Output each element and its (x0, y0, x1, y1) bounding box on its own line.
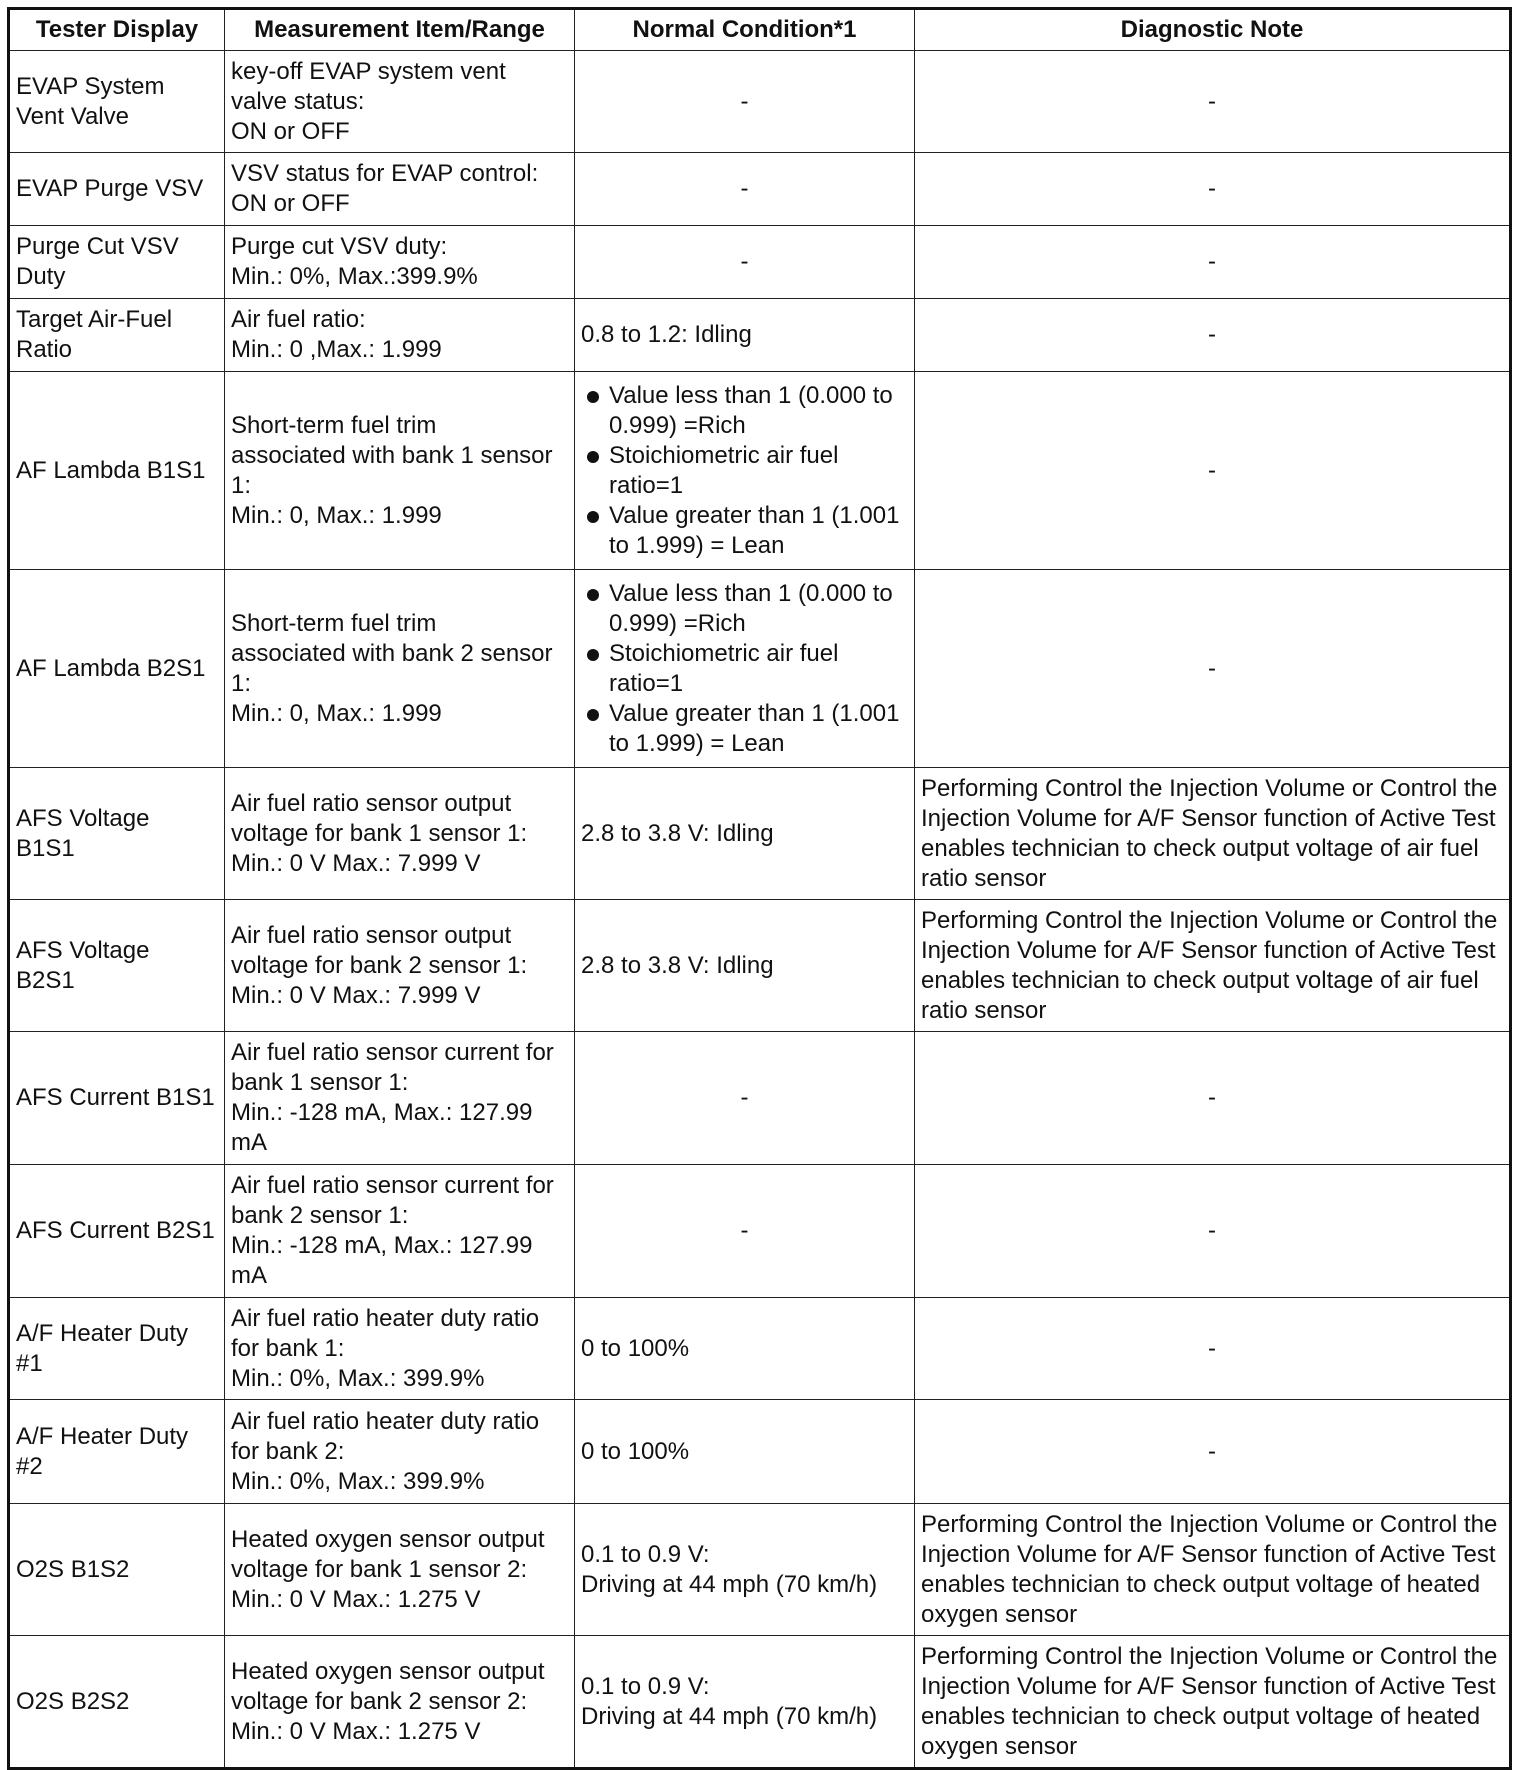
diagnostic-note-cell: - (915, 51, 1511, 153)
column-header-measurement: Measurement Item/Range (225, 9, 575, 51)
tester-data-table (7, 7, 1512, 1770)
list-item: Value less than 1 (0.000 to 0.999) =Rich (609, 579, 908, 639)
tester-display-cell: O2S B1S2 (9, 1504, 225, 1636)
normal-condition-cell: - (575, 51, 915, 153)
normal-condition-cell: 2.8 to 3.8 V: Idling (575, 768, 915, 900)
normal-condition-list (581, 579, 908, 759)
table-row (9, 1298, 1511, 1400)
diagnostic-note-cell: - (915, 1400, 1511, 1504)
diagnostic-note-cell: Performing Control the Injection Volume or Control the Injection Volume for A/F Sensor function of Active Test enables technician to check output voltage of air fuel ratio sensor (915, 900, 1511, 1032)
measurement-cell: Short-term fuel trim associated with bank 1 sensor 1: Min.: 0, Max.: 1.999 (225, 372, 575, 570)
column-header-diagnostic-note: Diagnostic Note (915, 9, 1511, 51)
table-row (9, 226, 1511, 299)
measurement-cell: Air fuel ratio sensor output voltage for bank 1 sensor 1: Min.: 0 V Max.: 7.999 V (225, 768, 575, 900)
normal-condition-cell: 2.8 to 3.8 V: Idling (575, 900, 915, 1032)
normal-condition-cell (575, 372, 915, 570)
table-row (9, 1032, 1511, 1165)
tester-display-cell: EVAP Purge VSV (9, 153, 225, 226)
measurement-cell: Air fuel ratio sensor current for bank 1 sensor 1: Min.: -128 mA, Max.: 127.99 mA (225, 1032, 575, 1165)
diagnostic-note-cell: - (915, 153, 1511, 226)
tester-display-cell: AF Lambda B2S1 (9, 570, 225, 768)
normal-condition-cell: - (575, 153, 915, 226)
diagnostic-note-cell: - (915, 570, 1511, 768)
tester-display-cell: AFS Current B2S1 (9, 1165, 225, 1298)
diagnostic-note-cell: - (915, 299, 1511, 372)
diagnostic-note-cell: - (915, 226, 1511, 299)
table-header-row (9, 9, 1511, 51)
tester-display-cell: AFS Current B1S1 (9, 1032, 225, 1165)
tester-display-cell: Target Air-Fuel Ratio (9, 299, 225, 372)
tester-display-cell: EVAP System Vent Valve (9, 51, 225, 153)
normal-condition-cell: - (575, 1032, 915, 1165)
table-row (9, 51, 1511, 153)
column-header-tester-display: Tester Display (9, 9, 225, 51)
normal-condition-cell (575, 570, 915, 768)
table-row (9, 299, 1511, 372)
diagnostic-note-cell: Performing Control the Injection Volume or Control the Injection Volume for A/F Sensor function of Active Test enables technician to check output voltage of heated oxygen sensor (915, 1504, 1511, 1636)
table-row (9, 1165, 1511, 1298)
tester-display-cell: A/F Heater Duty #2 (9, 1400, 225, 1504)
tester-display-cell: AFS Voltage B2S1 (9, 900, 225, 1032)
measurement-cell: Air fuel ratio heater duty ratio for bank 1: Min.: 0%, Max.: 399.9% (225, 1298, 575, 1400)
table-row (9, 372, 1511, 570)
normal-condition-cell: - (575, 1165, 915, 1298)
normal-condition-cell: 0 to 100% (575, 1400, 915, 1504)
normal-condition-cell: 0.1 to 0.9 V: Driving at 44 mph (70 km/h) (575, 1636, 915, 1769)
diagnostic-note-cell: - (915, 372, 1511, 570)
measurement-cell: key-off EVAP system vent valve status: ON or OFF (225, 51, 575, 153)
normal-condition-cell: 0 to 100% (575, 1298, 915, 1400)
measurement-cell: Purge cut VSV duty: Min.: 0%, Max.:399.9% (225, 226, 575, 299)
list-item: Value greater than 1 (1.001 to 1.999) = Lean (609, 501, 908, 561)
measurement-cell: Heated oxygen sensor output voltage for bank 2 sensor 2: Min.: 0 V Max.: 1.275 V (225, 1636, 575, 1769)
diagnostic-note-cell: Performing Control the Injection Volume or Control the Injection Volume for A/F Sensor function of Active Test enables technician to check output voltage of heated oxygen sensor (915, 1636, 1511, 1769)
column-header-normal-condition: Normal Condition*1 (575, 9, 915, 51)
tester-display-cell: Purge Cut VSV Duty (9, 226, 225, 299)
list-item: Stoichiometric air fuel ratio=1 (609, 441, 908, 501)
diagnostic-note-cell: - (915, 1165, 1511, 1298)
measurement-cell: Short-term fuel trim associated with bank 2 sensor 1: Min.: 0, Max.: 1.999 (225, 570, 575, 768)
diagnostic-note-cell: - (915, 1032, 1511, 1165)
normal-condition-cell: 0.8 to 1.2: Idling (575, 299, 915, 372)
list-item: Value greater than 1 (1.001 to 1.999) = Lean (609, 699, 908, 759)
list-item: Value less than 1 (0.000 to 0.999) =Rich (609, 381, 908, 441)
tester-display-cell: AFS Voltage B1S1 (9, 768, 225, 900)
measurement-cell: Air fuel ratio sensor current for bank 2 sensor 1: Min.: -128 mA, Max.: 127.99 mA (225, 1165, 575, 1298)
normal-condition-cell: 0.1 to 0.9 V: Driving at 44 mph (70 km/h) (575, 1504, 915, 1636)
table-row (9, 153, 1511, 226)
diagnostic-note-cell: Performing Control the Injection Volume or Control the Injection Volume for A/F Sensor function of Active Test enables technician to check output voltage of air fuel ratio sensor (915, 768, 1511, 900)
measurement-cell: Air fuel ratio sensor output voltage for bank 2 sensor 1: Min.: 0 V Max.: 7.999 V (225, 900, 575, 1032)
list-item: Stoichiometric air fuel ratio=1 (609, 639, 908, 699)
table-row (9, 768, 1511, 900)
diagnostic-note-cell: - (915, 1298, 1511, 1400)
normal-condition-cell: - (575, 226, 915, 299)
measurement-cell: Heated oxygen sensor output voltage for bank 1 sensor 2: Min.: 0 V Max.: 1.275 V (225, 1504, 575, 1636)
tester-display-cell: O2S B2S2 (9, 1636, 225, 1769)
table-row (9, 1504, 1511, 1636)
table-row (9, 1636, 1511, 1769)
tester-display-cell: AF Lambda B1S1 (9, 372, 225, 570)
measurement-cell: Air fuel ratio heater duty ratio for bank 2: Min.: 0%, Max.: 399.9% (225, 1400, 575, 1504)
table-row (9, 900, 1511, 1032)
tester-display-cell: A/F Heater Duty #1 (9, 1298, 225, 1400)
normal-condition-list (581, 381, 908, 561)
table-row (9, 570, 1511, 768)
measurement-cell: VSV status for EVAP control: ON or OFF (225, 153, 575, 226)
table-row (9, 1400, 1511, 1504)
measurement-cell: Air fuel ratio: Min.: 0 ,Max.: 1.999 (225, 299, 575, 372)
